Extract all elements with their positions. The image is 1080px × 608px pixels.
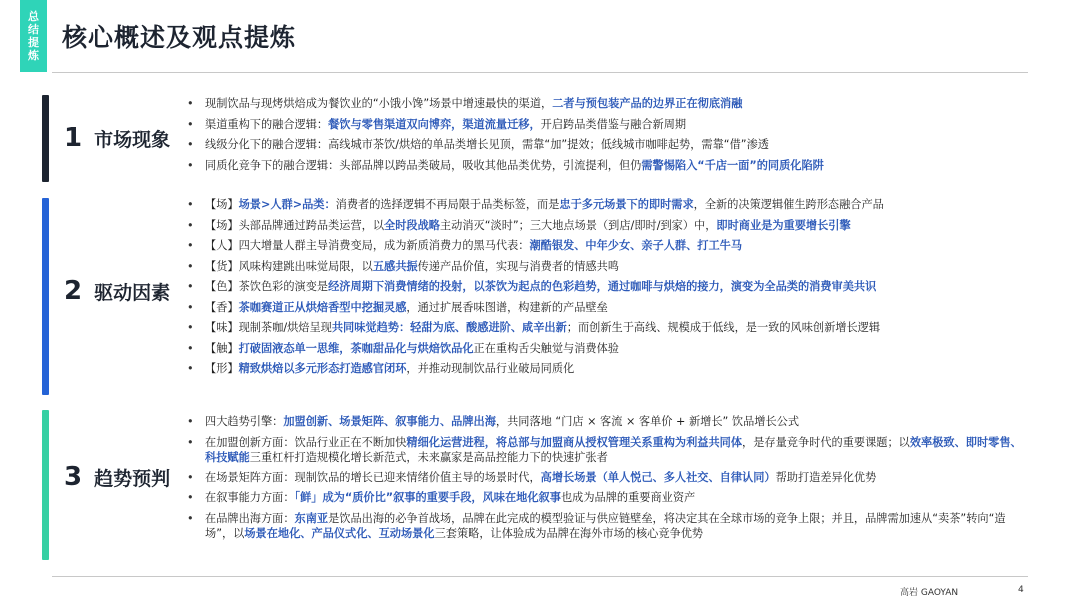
section-3-number: 3 <box>64 462 83 492</box>
bullet-item <box>184 158 1030 174</box>
highlight-text: 加盟创新、场景矩阵、叙事能力、品牌出海 <box>283 415 496 428</box>
highlight-text: 忠于多元场景下的即时需求 <box>559 198 694 211</box>
section-1-title: 市场现象 <box>94 129 171 151</box>
highlight-text: 场景>人群>品类： <box>238 198 336 211</box>
highlight-text: 二者与预包装产品的边界正在彻底消融 <box>552 97 743 110</box>
highlight-text: 需警惕陷入“千店一面”的同质化陷阱 <box>641 158 824 172</box>
bullet-item <box>184 238 1030 254</box>
section-tab <box>20 0 47 72</box>
highlight-text: 茶咖赛道正从烘焙香型中挖掘灵感 <box>238 300 407 314</box>
bullet-text: 三套策略，让体验成为品牌在海外市场的核心竞争优势 <box>434 527 704 540</box>
bullet-text: ，通过扩展香味图谱，构建新的产品壁垒 <box>406 300 608 314</box>
bullet-item <box>184 361 1030 377</box>
highlight-text: 经济周期下消费情绪的投射，以茶饮为起点的色彩趋势，通过咖啡与烘焙的接力，演变为全品类的消费审美共识 <box>328 280 877 293</box>
section-1-bar <box>42 95 49 182</box>
bullet-text: 【场】 <box>205 198 239 211</box>
bullet-item <box>184 490 1030 506</box>
highlight-text: 精致烘焙以多元形态打造感官闭环 <box>238 362 407 375</box>
bullet-item <box>184 320 1030 336</box>
bullet-item <box>184 137 1030 153</box>
bullet-text: 【色】茶饮色彩的演变是 <box>205 280 329 293</box>
bullet-text: 同质化竞争下的融合逻辑：头部品牌以跨品类破局，吸收其他品类优势，引流提利，但仍 <box>205 158 642 172</box>
bullet-text: 正在重构舌尖触觉与消费体验 <box>473 341 619 355</box>
bullet-text: 【人】四大增量人群主导消费变局，成为新质消费力的黑马代表： <box>205 239 530 252</box>
bullet-text: 三重杠杆打造规模化增长新范式，未来赢家是高品控能力下的快速扩张者 <box>249 451 608 464</box>
section-2-bar <box>42 198 49 395</box>
bullet-item <box>184 300 1030 316</box>
bullet-item <box>184 218 1030 234</box>
highlight-text: 东南亚 <box>294 511 329 525</box>
highlight-text: 全时段战略 <box>384 218 440 232</box>
section-1-bullets <box>184 96 1030 178</box>
highlight-text: 打破固液态单一思维，茶咖甜品化与烘焙饮品化 <box>238 341 474 355</box>
bullet-item <box>184 511 1030 542</box>
bullet-text: 四大趋势引擎： <box>205 415 284 428</box>
section-2-bullets <box>184 197 1030 382</box>
section-2-number: 2 <box>64 276 83 306</box>
bullet-text: 主动消灭“淡时”；三大地点场景（到店/即时/到家）中， <box>439 218 717 232</box>
highlight-text: 即时商业是为重要增长引擎 <box>716 218 851 232</box>
bullet-text: ，是存量竞争时代的重要课题；以 <box>742 435 910 449</box>
bullet-text: 【货】风味构建跳出味觉局限，以 <box>205 259 373 273</box>
section-3-title: 趋势预判 <box>94 468 171 490</box>
bullet-item <box>184 435 1030 466</box>
highlight-text: 潮酷银发、中年少女、亲子人群、打工牛马 <box>529 239 743 252</box>
bullet-text: 传递产品价值，实现与消费者的情感共鸣 <box>417 259 619 273</box>
bullet-text: 在加盟创新方面：饮品行业正在不断加快 <box>205 435 407 449</box>
highlight-text: 效率极致、即时零售、科技赋能 <box>205 435 1022 464</box>
highlight-text: 场景在地化、产品仪式化、互动场景化 <box>244 527 435 540</box>
bullet-text: 也成为品牌的重要商业资产 <box>560 491 696 504</box>
bullet-text: 在叙事能力方面： <box>205 491 295 504</box>
bullet-item <box>184 197 1030 213</box>
bullet-text: ，全新的决策逻辑催生跨形态融合产品 <box>693 198 884 211</box>
highlight-text: 五感共振 <box>372 259 418 273</box>
bullet-text: 消费者的选择逻辑不再局限于品类标签，而是 <box>335 198 560 211</box>
bullet-text: ，并推动现制饮品行业破局同质化 <box>406 362 575 375</box>
section-2-title: 驱动因素 <box>94 282 171 304</box>
bullet-text: 在场景矩阵方面：现制饮品的增长已迎来情绪价值主导的场景时代， <box>205 470 541 484</box>
section-2-heading <box>64 276 170 306</box>
footer-divider <box>52 576 1028 577</box>
highlight-text: 高增长场景（单人悦己、多人社交、自律认同） <box>540 470 776 484</box>
section-3-heading <box>64 462 170 492</box>
bullet-text: 是饮品出海的必争首战场，品牌在此完成的模型验证与供应链壁垒，将决定其在全球市场的竞争上限；并且，品牌需加速从“卖茶”转向“造场”，以 <box>205 511 1006 540</box>
bullet-text: 开启跨品类借鉴与融合新周期 <box>540 117 687 131</box>
section-1-number: 1 <box>64 123 83 153</box>
highlight-text: 共同味觉趋势：轻甜为底、酸感进阶、咸辛出新 <box>331 321 567 334</box>
bullet-text: 【形】 <box>205 362 239 375</box>
bullet-item <box>184 259 1030 275</box>
bullet-item <box>184 279 1030 295</box>
bullet-item <box>184 341 1030 357</box>
page-title: 核心概述及观点提炼 <box>62 23 297 52</box>
bullet-item <box>184 117 1030 133</box>
bullet-item <box>184 96 1030 112</box>
highlight-text: 餐饮与零售渠道双向博弈，渠道流量迁移， <box>328 117 541 131</box>
bullet-text: 【场】头部品牌通过跨品类运营，以 <box>205 218 385 232</box>
title-divider <box>52 72 1028 73</box>
section-3-bar <box>42 410 49 560</box>
bullet-text: 【触】 <box>205 341 239 355</box>
footer-brand: 高岩 GAOYAN <box>900 588 959 598</box>
bullet-text: 现制饮品与现烤烘焙成为餐饮业的“小饿小馋”场景中增速最快的渠道， <box>205 97 553 110</box>
bullet-text: 在品牌出海方面： <box>205 511 295 525</box>
highlight-text: 「鲜」成为“质价比”叙事的重要手段，风味在地化叙事 <box>294 491 561 504</box>
section-3-bullets <box>184 414 1030 546</box>
bullet-text: 帮助打造差异化优势 <box>775 470 877 484</box>
bullet-item <box>184 470 1030 486</box>
bullet-text: 渠道重构下的融合逻辑： <box>205 117 329 131</box>
section-1-heading <box>64 123 170 153</box>
bullet-text: 【味】现制茶咖/烘焙呈现 <box>205 321 332 334</box>
bullet-text: 线级分化下的融合逻辑：高线城市茶饮/烘焙的单品类增长见顶，需靠“加”提效；低线城市咖啡起势，需靠“借”渗透 <box>205 138 769 151</box>
bullet-text: ，共同落地 “门店 × 客流 × 客单价 + 新增长” 饮品增长公式 <box>495 415 800 428</box>
section-tab-label: 总结提炼 <box>28 10 39 62</box>
bullet-text: ；而创新生于高线、规模成于低线，是一致的风味创新增长逻辑 <box>566 321 881 334</box>
bullet-text: 【香】 <box>205 300 239 314</box>
page-number: 4 <box>1018 585 1024 595</box>
highlight-text: 精细化运营进程，将总部与加盟商从授权管理关系重构为利益共同体 <box>406 435 743 449</box>
bullet-item <box>184 414 1030 430</box>
